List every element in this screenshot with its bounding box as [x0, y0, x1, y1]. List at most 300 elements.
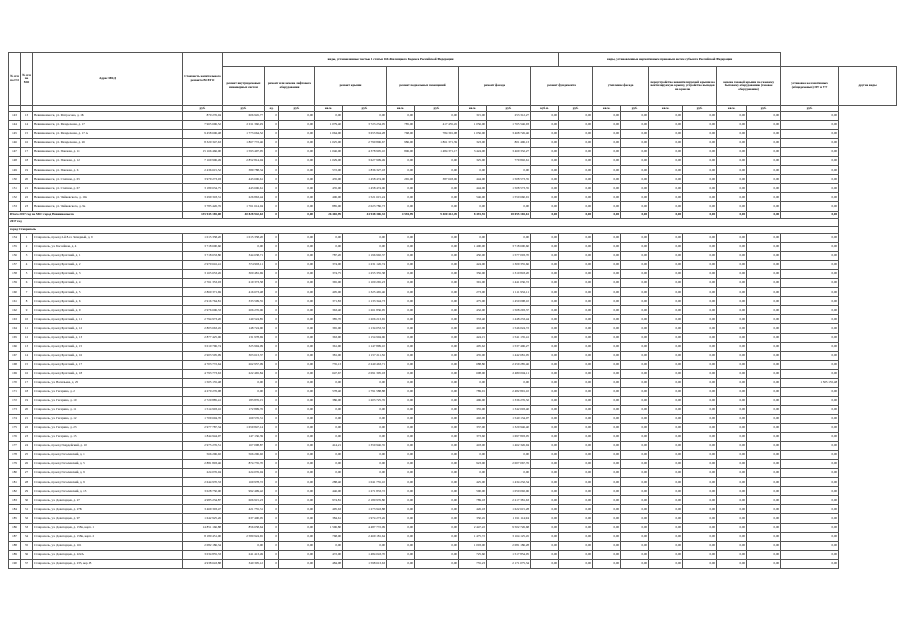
row-value: 0,00 — [415, 360, 459, 369]
row-value: 0,00 — [279, 270, 315, 279]
row-value: 0,00 — [781, 487, 839, 496]
row-value: 1 761 614,04 — [223, 202, 265, 211]
row-value: 0,00 — [593, 414, 621, 423]
row-value: 1 697 803,05 — [487, 433, 531, 442]
row-value: 0,00 — [415, 315, 459, 324]
row-value: 0,00 — [593, 315, 621, 324]
row-number-mo: 8 — [21, 297, 33, 306]
row-value: 167 098,87 — [223, 442, 265, 451]
table-row — [9, 523, 897, 532]
row-value: 735,13 — [315, 360, 343, 369]
row-value: 0,00 — [343, 378, 387, 387]
row-value: 0,00 — [781, 451, 839, 460]
row-value: 0,00 — [621, 234, 649, 243]
row-value: 426,18 — [459, 505, 487, 514]
row-value: 0,00 — [279, 243, 315, 252]
row-value: 0,00 — [387, 505, 415, 514]
row-value: 0,00 — [343, 424, 387, 433]
row-value: 0,00 — [531, 261, 559, 270]
row-value: 0,00 — [649, 288, 683, 297]
row-value: 0,00 — [747, 324, 781, 333]
table-row — [9, 193, 897, 202]
row-value: 0,00 — [315, 451, 343, 460]
row-value: 1 056,00 — [459, 121, 487, 130]
row-value: 0,00 — [531, 532, 559, 541]
row-value: 0,00 — [717, 193, 747, 202]
row-value: 0,00 — [531, 342, 559, 351]
row-number-mo: 23 — [21, 202, 33, 211]
row-value: 0 — [265, 514, 279, 523]
row-value: 0,00 — [649, 424, 683, 433]
row-value: 0,00 — [747, 166, 781, 175]
row-value: 1 342 003,40 — [487, 405, 531, 414]
row-value: 0,00 — [649, 243, 683, 252]
row-value: 0 — [265, 478, 279, 487]
table-row — [9, 270, 897, 279]
row-value: 0,00 — [593, 157, 621, 166]
row-value: 0,00 — [621, 369, 649, 378]
unit-cell: кв.м. — [459, 106, 487, 112]
row-value: 0,00 — [781, 175, 839, 184]
row-value: 0,00 — [531, 487, 559, 496]
row-address: Ставрополь, ул. Доваторцев, д. 158в, корп. 2 — [33, 532, 183, 541]
row-value: 147 136,39 — [223, 433, 265, 442]
row-number-go: 146 — [9, 139, 21, 148]
row-value: 0,00 — [415, 157, 459, 166]
row-value: 0,00 — [415, 514, 459, 523]
row-value: 0,00 — [343, 469, 387, 478]
row-value: 0,00 — [683, 414, 717, 423]
row-value: 0,00 — [387, 166, 415, 175]
row-number-go: 172 — [9, 396, 21, 405]
row-value: 0,00 — [415, 333, 459, 342]
row-value: 0,00 — [683, 514, 717, 523]
total-value: 0,00 — [279, 211, 315, 219]
row-value: 0,00 — [387, 261, 415, 270]
table-row — [9, 469, 897, 478]
table-row — [9, 550, 897, 559]
row-value: 0,00 — [781, 523, 839, 532]
row-value: 0,00 — [621, 184, 649, 193]
row-address: Ставрополь, проезд Братский, д. 4 — [33, 279, 183, 288]
row-value: 0,00 — [649, 469, 683, 478]
row-value: 0,00 — [387, 514, 415, 523]
row-number-mo: 34 — [21, 532, 33, 541]
row-value: 0,00 — [717, 324, 747, 333]
table-row — [9, 306, 897, 315]
row-value: 0,00 — [747, 460, 781, 469]
row-value: 0,00 — [279, 297, 315, 306]
row-value: 435,00 — [315, 175, 343, 184]
row-value: 0,00 — [747, 532, 781, 541]
row-value: 0 — [265, 157, 279, 166]
row-value: 0,00 — [559, 297, 593, 306]
row-value: 789,18 — [459, 496, 487, 505]
row-value: 0,00 — [683, 130, 717, 139]
row-value: 0,00 — [621, 139, 649, 148]
year-label: 2017 год — [9, 219, 839, 227]
row-value: 0,00 — [747, 378, 781, 387]
row-value: 0,00 — [531, 157, 559, 166]
row-value: 0,00 — [593, 184, 621, 193]
row-value: 0,00 — [717, 514, 747, 523]
row-value: 0,00 — [593, 270, 621, 279]
row-value: 0,00 — [717, 369, 747, 378]
row-value: 0,00 — [649, 184, 683, 193]
row-value: 1 271 833,72 — [343, 487, 387, 496]
row-value: 0,00 — [415, 396, 459, 405]
row-value: 0,00 — [559, 369, 593, 378]
row-value: 725,60 — [459, 550, 487, 559]
row-value: 0,00 — [649, 360, 683, 369]
row-value: 1 206 213,65 — [343, 315, 387, 324]
row-number-go: 151 — [9, 184, 21, 193]
row-value: 0,00 — [781, 252, 839, 261]
row-value: 0,00 — [531, 496, 559, 505]
row-value: 0,00 — [315, 469, 343, 478]
row-value: 0,00 — [593, 396, 621, 405]
row-value: 0,00 — [559, 342, 593, 351]
row-value: 0,00 — [593, 193, 621, 202]
row-number-mo: 2 — [21, 243, 33, 252]
row-value: 1 261 836,95 — [343, 306, 387, 315]
row-value: 0,00 — [649, 451, 683, 460]
row-value: 443 606,61 — [223, 175, 265, 184]
row-value: 2 171 075,34 — [487, 559, 531, 568]
row-address: Ставрополь, проезд Гоголевский, д. 9 — [33, 478, 183, 487]
row-value: 0,00 — [747, 193, 781, 202]
row-value: 0,00 — [649, 166, 683, 175]
row-value: 0,00 — [683, 487, 717, 496]
row-number-mo: 17 — [21, 378, 33, 387]
row-value: 300 481,69 — [223, 270, 265, 279]
row-value: 9 458 606,48 — [183, 130, 223, 139]
row-value: 0 — [265, 184, 279, 193]
row-value: 1 147 899,10 — [343, 342, 387, 351]
row-value: 3 785 426,76 — [183, 202, 223, 211]
row-value: 0,00 — [621, 315, 649, 324]
row-value: 387 618,06 — [415, 175, 459, 184]
row-value: 0,00 — [683, 460, 717, 469]
row-value: 0,00 — [593, 342, 621, 351]
row-value: 0,00 — [781, 496, 839, 505]
row-number-mo: 6 — [21, 279, 33, 288]
row-value: 0,00 — [559, 234, 593, 243]
row-value: 2 970 616,41 — [183, 261, 223, 270]
row-value: 450,00 — [459, 252, 487, 261]
row-value: 0,00 — [717, 541, 747, 550]
row-value: 0,00 — [559, 424, 593, 433]
row-value: 0,00 — [343, 112, 387, 121]
unit-cell: кв.м. — [315, 106, 343, 112]
row-number-go: 161 — [9, 297, 21, 306]
row-address: Ставрополь, проезд Братский, д. 1 — [33, 252, 183, 261]
row-value: 0,00 — [487, 202, 531, 211]
row-value: 0,00 — [559, 487, 593, 496]
row-value: 0,00 — [683, 550, 717, 559]
row-value: 1 450 098,10 — [487, 297, 531, 306]
row-value: 0,00 — [683, 405, 717, 414]
row-value: 0,00 — [487, 378, 531, 387]
row-value: 0,00 — [683, 541, 717, 550]
row-value: 0,00 — [279, 541, 315, 550]
row-number-mo: 13 — [21, 112, 33, 121]
row-number-mo: 17 — [21, 148, 33, 157]
row-value: 169 978,72 — [223, 478, 265, 487]
row-value: 1 546 024,72 — [487, 324, 531, 333]
row-address: Ставрополь, проезд Гоголевский, д. 1 — [33, 451, 183, 460]
city-label: город Ставрополь — [9, 226, 839, 234]
row-value: 0,00 — [649, 121, 683, 130]
row-value: 421 755,31 — [223, 505, 265, 514]
row-value: 0 — [265, 315, 279, 324]
row-value: 0,00 — [717, 469, 747, 478]
row-value: 1 765 546,93 — [487, 121, 531, 130]
table-body — [9, 112, 897, 569]
row-value: 0,00 — [747, 387, 781, 396]
row-value: 0,00 — [593, 148, 621, 157]
row-value: 3 424,00 — [459, 148, 487, 157]
row-value: 0,00 — [531, 360, 559, 369]
row-value: 0,00 — [747, 396, 781, 405]
row-value: 2 091 305,18 — [343, 369, 387, 378]
row-value: 0,00 — [559, 306, 593, 315]
row-value: 0,00 — [387, 243, 415, 252]
row-value: 15 166 466,00 — [183, 148, 223, 157]
row-value: 0,00 — [717, 559, 747, 568]
row-value: 0,00 — [593, 559, 621, 568]
total-value: 0 — [265, 211, 279, 219]
row-value: 0,00 — [747, 243, 781, 252]
table-row — [9, 112, 897, 121]
row-value: 0 — [265, 505, 279, 514]
row-value: 0,00 — [531, 405, 559, 414]
row-value: 475,00 — [459, 297, 487, 306]
row-value: 0,00 — [593, 139, 621, 148]
row-value: 1 475,72 — [459, 532, 487, 541]
row-value: 1 025,00 — [315, 139, 343, 148]
row-number-go: 158 — [9, 270, 21, 279]
total-value: 44 948 306,33 — [343, 211, 387, 219]
row-value: 0,00 — [781, 121, 839, 130]
row-value: 0,00 — [649, 478, 683, 487]
row-value: 0,00 — [781, 541, 839, 550]
row-value: 0,00 — [593, 469, 621, 478]
row-value: 1 836 327,18 — [343, 166, 387, 175]
total-value: 9 400 412,49 — [415, 211, 459, 219]
row-value: 0,00 — [531, 112, 559, 121]
row-address: Ставрополь, проезд Братский, д. 9 — [33, 306, 183, 315]
row-value: 0,00 — [683, 387, 717, 396]
row-value: 0,00 — [683, 279, 717, 288]
row-address: Ставрополь, ул. Бассейная, д. 4 — [33, 243, 183, 252]
row-value: 0,00 — [621, 288, 649, 297]
row-number-mo: 36 — [21, 550, 33, 559]
row-value: 0,00 — [747, 541, 781, 550]
row-value: 0,00 — [747, 523, 781, 532]
row-value: 0,00 — [683, 166, 717, 175]
row-value: 0,00 — [621, 148, 649, 157]
row-value: 0,00 — [459, 166, 487, 175]
row-value: 0,00 — [343, 451, 387, 460]
row-value: 0,00 — [649, 342, 683, 351]
row-value: 0,00 — [781, 270, 839, 279]
row-value: 0,00 — [717, 261, 747, 270]
row-value: 0,00 — [717, 342, 747, 351]
table-row — [9, 184, 897, 193]
row-value: 0,00 — [621, 202, 649, 211]
row-value: 0,00 — [415, 442, 459, 451]
unit-cell: руб. — [683, 106, 717, 112]
row-value: 0,00 — [593, 550, 621, 559]
row-value: 0,00 — [459, 202, 487, 211]
row-value: 0,00 — [683, 288, 717, 297]
row-value: 0,00 — [279, 469, 315, 478]
row-value: 2 794 973,20 — [183, 315, 223, 324]
row-value: 0,00 — [621, 451, 649, 460]
row-address: Ставрополь, проезд Братский, д. 18 — [33, 369, 183, 378]
row-value: 637 400,05 — [223, 514, 265, 523]
row-value: 0,00 — [621, 387, 649, 396]
row-value: 2 580 924,65 — [223, 532, 265, 541]
row-number-mo: 12 — [21, 333, 33, 342]
row-address: Невинномысск, ул. Чайковского, д. 10а — [33, 193, 183, 202]
row-value: 0,00 — [415, 342, 459, 351]
row-value: 0 — [265, 166, 279, 175]
row-value: 2 436 615,52 — [183, 166, 223, 175]
row-value: 0 — [265, 387, 279, 396]
row-value: 0,00 — [781, 184, 839, 193]
row-value: 0,00 — [279, 505, 315, 514]
col-gas: замена газовой крыши по газовому бытовому оборудованию (газовое оборудование) — [717, 67, 781, 106]
row-value: 0,00 — [279, 288, 315, 297]
row-value: 1 508 573,35 — [487, 175, 531, 184]
row-address: Ставрополь, ул. Доваторцев, д. 161 — [33, 541, 183, 550]
row-value: 1 791 588,88 — [343, 387, 387, 396]
row-value: 0,00 — [531, 505, 559, 514]
header-federal: виды, установленные частью 1 статьи 166 Жилищного Кодекса Российской Федерации — [223, 53, 559, 67]
row-value: 0,00 — [781, 297, 839, 306]
table-row — [9, 478, 897, 487]
total-value: 0,00 — [747, 211, 781, 219]
row-value: 1 310 818,20 — [487, 270, 531, 279]
row-value: 0,00 — [387, 405, 415, 414]
row-value: 0 — [265, 496, 279, 505]
row-value: 0,00 — [415, 414, 459, 423]
table-row — [9, 451, 897, 460]
row-address: Ставрополь, проезд Братский, д. 2 — [33, 261, 183, 270]
row-value: 0,00 — [717, 297, 747, 306]
row-value: 1 521 615,24 — [343, 193, 387, 202]
row-value: 0,00 — [747, 288, 781, 297]
row-value: 0,00 — [717, 175, 747, 184]
row-address: Ставрополь, ул. Доваторцев, д. 235, кор. В — [33, 559, 183, 568]
row-address: Ставрополь, проезд Братский, д. 12 — [33, 324, 183, 333]
row-value: 0,00 — [223, 378, 265, 387]
row-value: 0,00 — [649, 496, 683, 505]
row-value: 2 877 425,06 — [183, 333, 223, 342]
row-value: 0,00 — [781, 478, 839, 487]
row-value: 0,00 — [781, 369, 839, 378]
row-value: 1 508 293,37 — [487, 306, 531, 315]
row-value: 0,00 — [621, 270, 649, 279]
row-value: 0,00 — [593, 261, 621, 270]
row-number-go: 187 — [9, 532, 21, 541]
row-value: 0,00 — [531, 460, 559, 469]
row-value: 1 100 265,23 — [343, 279, 387, 288]
row-value: 0,00 — [315, 433, 343, 442]
row-value: 0,00 — [593, 405, 621, 414]
row-value: 0,00 — [621, 297, 649, 306]
row-value: 0,00 — [747, 433, 781, 442]
total-row — [9, 211, 897, 219]
row-value: 2 881 803,46 — [183, 460, 223, 469]
row-value: 0,00 — [649, 396, 683, 405]
row-value: 0,00 — [717, 351, 747, 360]
row-value: 0,00 — [747, 414, 781, 423]
row-value: 0,00 — [747, 234, 781, 243]
row-value: 0,00 — [747, 202, 781, 211]
row-value: 0,00 — [683, 369, 717, 378]
row-value: 0,00 — [387, 559, 415, 568]
row-value: 856 658,64 — [223, 523, 265, 532]
row-number-mo: 9 — [21, 306, 33, 315]
row-value: 0,00 — [223, 541, 265, 550]
row-value: 0,00 — [531, 130, 559, 139]
row-value: 0 — [265, 202, 279, 211]
row-value: 784 391,08 — [415, 130, 459, 139]
row-value: 0,00 — [559, 252, 593, 261]
row-number-mo: 5 — [21, 270, 33, 279]
row-value: 0,00 — [781, 433, 839, 442]
row-value: 325,00 — [459, 157, 487, 166]
header-regional: виды, установленные нормативным правовым актом субъекта Российской Федерации — [559, 53, 781, 67]
row-value: 0,00 — [531, 378, 559, 387]
row-number-mo: 27 — [21, 469, 33, 478]
row-value: 0,00 — [387, 424, 415, 433]
col-basement: ремонт подвальных помещений — [387, 67, 459, 106]
row-value: 0,00 — [559, 243, 593, 252]
row-value: 0,00 — [747, 315, 781, 324]
row-value: 323,00 — [459, 139, 487, 148]
row-address: Невинномысск, ул. Павлова, д. 6 — [33, 166, 183, 175]
row-value: 315,00 — [459, 112, 487, 121]
row-value: 0,00 — [717, 184, 747, 193]
row-value: 0,00 — [531, 451, 559, 460]
row-value: 0,00 — [315, 112, 343, 121]
unit-cell: руб. — [279, 106, 315, 112]
row-value: 0,00 — [531, 442, 559, 451]
row-value: 0,00 — [459, 234, 487, 243]
row-value: 0,00 — [683, 559, 717, 568]
row-value: 0 — [265, 279, 279, 288]
row-number-mo: 30 — [21, 496, 33, 505]
row-value: 0 — [265, 243, 279, 252]
row-value: 0,00 — [621, 514, 649, 523]
row-value: 0,00 — [683, 324, 717, 333]
spreadsheet — [8, 52, 897, 569]
row-value: 0,00 — [621, 550, 649, 559]
row-value: 0,00 — [781, 279, 839, 288]
row-value: 1 350 946,35 — [343, 442, 387, 451]
row-value: 0,00 — [683, 496, 717, 505]
row-value: 0,00 — [279, 442, 315, 451]
row-number-mo: 7 — [21, 288, 33, 297]
row-value: 416 673,48 — [223, 288, 265, 297]
row-value: 303 613,37 — [223, 351, 265, 360]
row-value: 1 196 992,37 — [343, 252, 387, 261]
unit-cell: кв.м. — [717, 106, 747, 112]
